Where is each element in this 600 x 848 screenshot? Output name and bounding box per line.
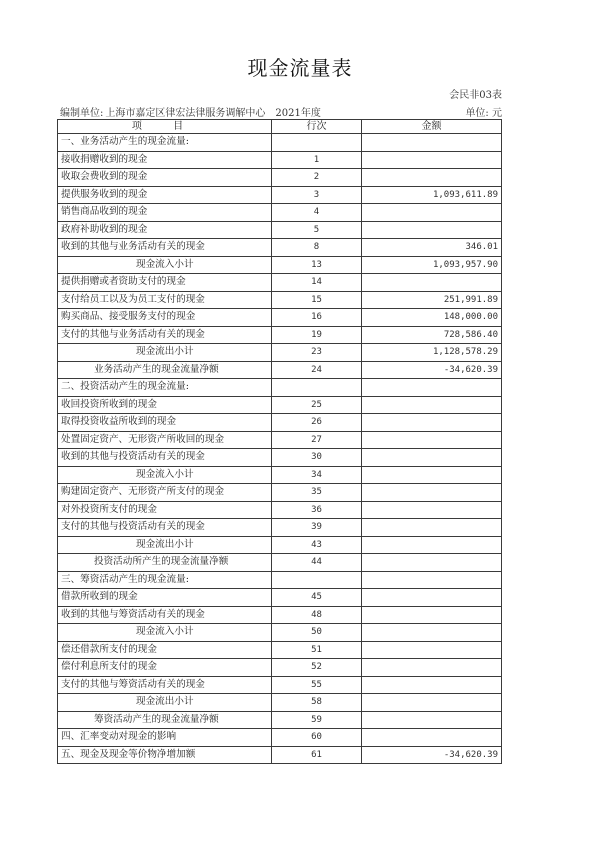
row-line-no: 8 — [272, 239, 362, 257]
row-amount — [362, 571, 502, 589]
row-amount — [362, 414, 502, 432]
row-amount — [362, 379, 502, 397]
row-amount — [362, 431, 502, 449]
row-line-no: 1 — [272, 151, 362, 169]
row-item: 政府补助收到的现金 — [58, 221, 272, 239]
row-line-no: 19 — [272, 326, 362, 344]
row-line-no: 16 — [272, 309, 362, 327]
row-item: 支付的其他与业务活动有关的现金 — [58, 326, 272, 344]
table-row — [58, 711, 502, 729]
table-row — [58, 554, 502, 572]
row-item: 取得投资收益所收到的现金 — [58, 414, 272, 432]
row-line-no: 3 — [272, 186, 362, 204]
row-item: 业务活动产生的现金流量净额 — [58, 361, 272, 379]
report-title: 现金流量表 — [247, 56, 353, 80]
row-line-no: 44 — [272, 554, 362, 572]
row-item: 四、汇率变动对现金的影响 — [58, 729, 272, 747]
row-amount — [362, 501, 502, 519]
table-row — [58, 571, 502, 589]
table-row — [58, 204, 502, 222]
row-item: 收取会费收到的现金 — [58, 169, 272, 187]
row-item: 购买商品、接受服务支付的现金 — [58, 309, 272, 327]
row-item: 现金流出小计 — [58, 536, 272, 554]
row-item: 现金流出小计 — [58, 694, 272, 712]
table-row — [58, 624, 502, 642]
row-line-no: 58 — [272, 694, 362, 712]
row-amount — [362, 606, 502, 624]
table-row — [58, 746, 502, 764]
table-row — [58, 151, 502, 169]
row-amount: 148,000.00 — [362, 309, 502, 327]
row-line-no: 61 — [272, 746, 362, 764]
row-line-no: 14 — [272, 274, 362, 292]
table-row — [58, 169, 502, 187]
table-row — [58, 291, 502, 309]
row-item: 五、现金及现金等价物净增加额 — [58, 746, 272, 764]
row-amount — [362, 729, 502, 747]
row-line-no — [272, 571, 362, 589]
row-line-no: 13 — [272, 256, 362, 274]
row-amount — [362, 536, 502, 554]
row-amount — [362, 396, 502, 414]
table-header-row — [58, 120, 502, 134]
table-row — [58, 694, 502, 712]
row-amount — [362, 449, 502, 467]
table-row — [58, 501, 502, 519]
row-amount — [362, 134, 502, 152]
row-amount — [362, 204, 502, 222]
row-item: 处置固定资产、无形资产所收回的现金 — [58, 431, 272, 449]
row-line-no: 5 — [272, 221, 362, 239]
row-item: 购建固定资产、无形资产所支付的现金 — [58, 484, 272, 502]
row-amount — [362, 589, 502, 607]
row-line-no: 30 — [272, 449, 362, 467]
row-line-no: 35 — [272, 484, 362, 502]
header-item: 项 目 — [58, 120, 272, 134]
table-row — [58, 659, 502, 677]
table-row — [58, 326, 502, 344]
row-line-no: 36 — [272, 501, 362, 519]
row-item: 对外投资所支付的现金 — [58, 501, 272, 519]
row-amount — [362, 624, 502, 642]
table-row — [58, 589, 502, 607]
row-item: 投资活动所产生的现金流量净额 — [58, 554, 272, 572]
table-row — [58, 239, 502, 257]
row-amount — [362, 659, 502, 677]
row-item: 一、业务活动产生的现金流量: — [58, 134, 272, 152]
row-amount: 1,093,611.89 — [362, 186, 502, 204]
row-item: 偿付利息所支付的现金 — [58, 659, 272, 677]
table-row — [58, 466, 502, 484]
row-line-no: 26 — [272, 414, 362, 432]
table-row — [58, 414, 502, 432]
row-line-no — [272, 379, 362, 397]
row-amount — [362, 169, 502, 187]
row-amount: 251,991.89 — [362, 291, 502, 309]
row-item: 现金流入小计 — [58, 466, 272, 484]
currency-unit: 单位: 元 — [465, 108, 502, 119]
table-row — [58, 396, 502, 414]
row-line-no: 60 — [272, 729, 362, 747]
row-amount — [362, 466, 502, 484]
row-line-no: 51 — [272, 641, 362, 659]
table-row — [58, 344, 502, 362]
table-row — [58, 484, 502, 502]
table-row — [58, 221, 502, 239]
row-amount: 728,586.40 — [362, 326, 502, 344]
table-row — [58, 536, 502, 554]
row-line-no: 27 — [272, 431, 362, 449]
row-item: 销售商品收到的现金 — [58, 204, 272, 222]
row-line-no: 15 — [272, 291, 362, 309]
table-row — [58, 431, 502, 449]
row-amount — [362, 221, 502, 239]
row-item: 支付的其他与筹资活动有关的现金 — [58, 676, 272, 694]
row-amount — [362, 274, 502, 292]
row-line-no: 39 — [272, 519, 362, 537]
row-line-no: 45 — [272, 589, 362, 607]
row-amount — [362, 519, 502, 537]
table-row — [58, 729, 502, 747]
table-row — [58, 606, 502, 624]
row-item: 现金流入小计 — [58, 624, 272, 642]
table-row — [58, 361, 502, 379]
row-item: 借款所收到的现金 — [58, 589, 272, 607]
table-row — [58, 449, 502, 467]
row-item: 偿还借款所支付的现金 — [58, 641, 272, 659]
row-line-no: 25 — [272, 396, 362, 414]
row-amount — [362, 554, 502, 572]
row-item: 现金流入小计 — [58, 256, 272, 274]
cash-flow-table — [57, 119, 502, 764]
header-amount: 金额 — [362, 120, 502, 134]
row-line-no: 48 — [272, 606, 362, 624]
unit-name: 上海市嘉定区律宏法律服务调解中心 — [105, 108, 266, 119]
row-line-no: 34 — [272, 466, 362, 484]
row-amount: -34,620.39 — [362, 746, 502, 764]
unit-label: 编制单位: — [60, 108, 104, 119]
row-amount: 1,128,578.29 — [362, 344, 502, 362]
header-line-no: 行次 — [272, 120, 362, 134]
row-line-no: 43 — [272, 536, 362, 554]
row-amount: 1,093,957.90 — [362, 256, 502, 274]
row-line-no: 59 — [272, 711, 362, 729]
row-item: 现金流出小计 — [58, 344, 272, 362]
row-item: 收到的其他与投资活动有关的现金 — [58, 449, 272, 467]
row-amount — [362, 641, 502, 659]
row-item: 提供服务收到的现金 — [58, 186, 272, 204]
row-item: 筹资活动产生的现金流量净额 — [58, 711, 272, 729]
row-amount — [362, 151, 502, 169]
row-amount — [362, 694, 502, 712]
reporting-unit — [60, 104, 321, 119]
row-line-no: 55 — [272, 676, 362, 694]
row-item: 收到的其他与业务活动有关的现金 — [58, 239, 272, 257]
row-amount: -34,620.39 — [362, 361, 502, 379]
report-meta — [60, 104, 502, 118]
row-line-no: 23 — [272, 344, 362, 362]
row-amount: 346.01 — [362, 239, 502, 257]
row-item: 二、投资活动产生的现金流量: — [58, 379, 272, 397]
table-row — [58, 641, 502, 659]
row-item: 提供捐赠或者资助支付的现金 — [58, 274, 272, 292]
row-amount — [362, 484, 502, 502]
row-item: 收回投资所收到的现金 — [58, 396, 272, 414]
row-item: 支付给员工以及为员工支付的现金 — [58, 291, 272, 309]
row-line-no: 24 — [272, 361, 362, 379]
table-row — [58, 519, 502, 537]
table-row — [58, 379, 502, 397]
row-line-no: 4 — [272, 204, 362, 222]
row-line-no: 52 — [272, 659, 362, 677]
row-amount — [362, 711, 502, 729]
row-line-no: 2 — [272, 169, 362, 187]
row-line-no — [272, 134, 362, 152]
row-item: 接收捐赠收到的现金 — [58, 151, 272, 169]
table-row — [58, 309, 502, 327]
table-row — [58, 256, 502, 274]
form-number: 会民非03表 — [449, 90, 502, 101]
row-item: 支付的其他与投资活动有关的现金 — [58, 519, 272, 537]
row-line-no: 50 — [272, 624, 362, 642]
row-item: 三、筹资活动产生的现金流量: — [58, 571, 272, 589]
table-row — [58, 186, 502, 204]
table-row — [58, 134, 502, 152]
report-year: 2021年度 — [275, 108, 321, 119]
row-item: 收到的其他与筹资活动有关的现金 — [58, 606, 272, 624]
table-row — [58, 676, 502, 694]
table-row — [58, 274, 502, 292]
row-amount — [362, 676, 502, 694]
